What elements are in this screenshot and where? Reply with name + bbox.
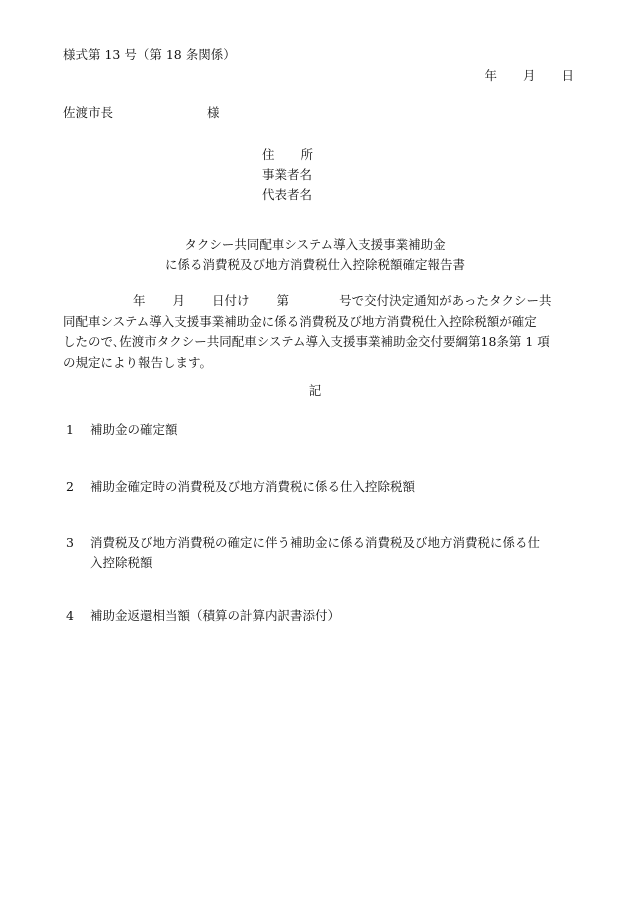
body-number-prefix: 第: [276, 293, 290, 308]
addressee-honorific: 様: [207, 105, 220, 120]
address-label-part-2: 所: [300, 147, 314, 162]
body-line-4: の規定により報告します。: [63, 354, 213, 370]
item-number: 2: [66, 479, 74, 494]
business-name-label: 事業者名: [262, 167, 313, 182]
body-line-1-rest: 号で交付決定通知があったタクシー共: [339, 293, 552, 308]
date-month-label: 月: [522, 68, 536, 83]
list-item-continuation: 入控除税額: [90, 555, 153, 570]
addressee: [63, 107, 220, 120]
date-year-label: 年: [484, 68, 497, 83]
list-item: [66, 533, 540, 553]
ki-heading: 記: [308, 383, 322, 398]
form-number: 様式第 13 号（第 18 条関係）: [63, 47, 236, 62]
date-line: [484, 70, 574, 83]
body-month-label: 月: [172, 293, 186, 308]
body-paragraph: [63, 291, 578, 373]
addressee-name: 佐渡市長: [63, 105, 114, 120]
list-item: [66, 420, 178, 440]
item-number: 3: [66, 535, 74, 550]
item-number: 4: [66, 608, 74, 623]
item-text: 補助金の確定額: [90, 422, 178, 437]
address-label-part-1: 住: [262, 147, 275, 162]
address-label: [262, 145, 313, 165]
applicant-block: [262, 145, 313, 205]
item-text: 消費税及び地方消費税の確定に伴う補助金に係る消費税及び地方消費税に係る仕: [90, 535, 541, 550]
body-line-2: 同配車システム導入支援事業補助金に係る消費税及び地方消費税仕入控除税額が確定: [63, 313, 537, 329]
body-line-3: したので､佐渡市タクシー共同配車システム導入支援事業補助金交付要綱第18条第 1 項: [63, 334, 550, 349]
body-year-label: 年: [133, 293, 146, 308]
list-item: [66, 477, 415, 497]
item-text: 補助金確定時の消費税及び地方消費税に係る仕入控除税額: [90, 479, 416, 494]
body-line-1: [63, 291, 578, 312]
document-title-line-2: に係る消費税及び地方消費税仕入控除税額確定報告書: [164, 257, 465, 272]
document-title-line-1: タクシー共同配車システム導入支援事業補助金: [184, 237, 446, 252]
item-number: 1: [66, 422, 74, 437]
list-item: [66, 606, 340, 626]
date-day-label: 日: [561, 68, 574, 83]
representative-name-label: 代表者名: [262, 187, 313, 202]
body-day-label: 日付け: [212, 293, 250, 308]
item-text: 補助金返還相当額（積算の計算内訳書添付）: [90, 608, 341, 623]
